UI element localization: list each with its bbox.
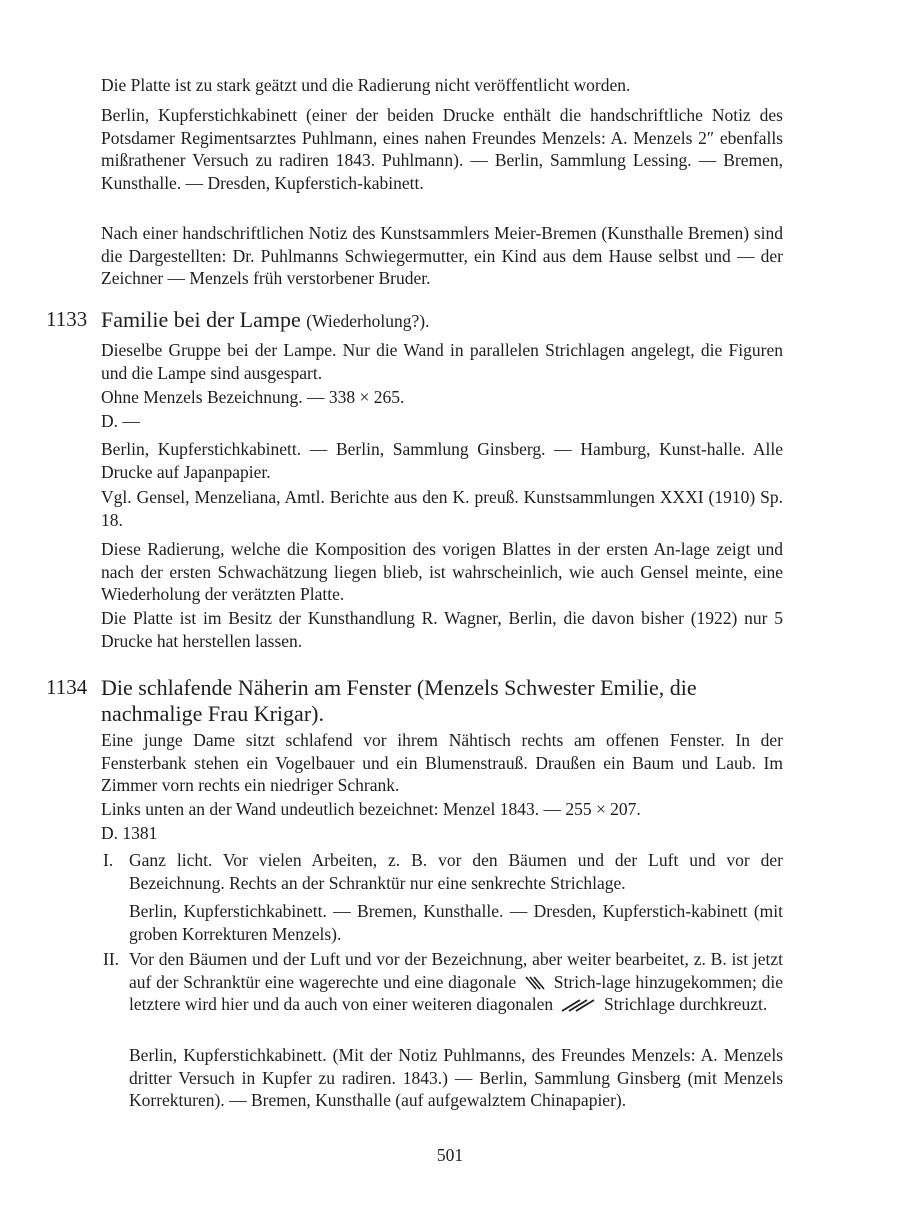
diagonal-hatch-down-icon xyxy=(523,975,547,991)
paragraph-description: Dieselbe Gruppe bei der Lampe. Nur die Wand in parallelen Strichlagen angelegt, die Figuren und die Lampe sind ausgespart. xyxy=(101,340,783,383)
state-1-collections: Berlin, Kupferstichkabinett. — Bremen, Kunsthalle. — Dresden, Kupferstich-kabinett (mit groben Korrekturen Menzels). xyxy=(129,901,783,944)
paragraph-etching-note: Die Platte ist zu stark geätzt und die Radierung nicht veröffentlicht worden. xyxy=(101,75,631,95)
entry-number-1133: 1133 xyxy=(46,307,88,331)
paragraph-collections: Berlin, Kupferstichkabinett (einer der beiden Drucke enthält die handschriftliche Notiz des Potsdamer Regimentsarztes Puhlmann, eines nahen Freundes Menzels: A. Menzels 2″ ebenfalls mißrathener Versuch zu radiren 1843. Puhlmann). — Berlin, Sammlung Lessing. — Bremen, Kunsthalle. — Dresden, Kupferstich-kabinett. xyxy=(101,105,783,193)
state-2 xyxy=(103,948,783,1016)
paragraph-commentary: Diese Radierung, welche die Komposition des vorigen Blattes in der ersten An-lage zeigt und nach der ersten Schwachätzung liegen blieb, ist wahrscheinlich, wie auch Gensel meinte, eine Wiederholung der verätzten Platte. xyxy=(101,539,783,604)
paragraph-literature: Vgl. Gensel, Menzeliana, Amtl. Berichte aus den K. preuß. Kunstsammlungen XXXI (1910) Sp. 18. xyxy=(101,487,783,530)
paragraph-dorgerloh-ref: D. 1381 xyxy=(101,823,158,843)
paragraph-description: Eine junge Dame sitzt schlafend vor ihrem Nähtisch rechts am offenen Fenster. In der Fensterbank stehen ein Vogelbauer und ein Blumenstrauß. Draußen ein Baum und Laub. Im Zimmer vorn rechts ein niedriger Schrank. xyxy=(101,730,783,795)
state-2-text-c: Strichlage durchkreuzt. xyxy=(603,994,768,1014)
paragraph-collections: Berlin, Kupferstichkabinett. — Berlin, Sammlung Ginsberg. — Hamburg, Kunst-halle. Alle Drucke auf Japanpapier. xyxy=(101,439,783,482)
paragraph-ownership: Die Platte ist im Besitz der Kunsthandlung R. Wagner, Berlin, die davon bisher (1922) nur 5 Drucke hat herstellen lassen. xyxy=(101,608,783,651)
state-1-text: Ganz licht. Vor vielen Arbeiten, z. B. vor den Bäumen und der Luft und vor der Bezeichnung. Rechts an der Schranktür nur eine senkrechte Strichlage. xyxy=(129,850,783,893)
state-2-text-b: Strich-lage hinzugekommen; die letztere wird hier und da auch von einer weiteren diagonalen xyxy=(129,971,784,1014)
entry-title-text: Familie bei der Lampe xyxy=(101,307,301,332)
state-1 xyxy=(103,849,783,894)
entry-number-1134: 1134 xyxy=(46,675,88,699)
paragraph-signature-size: Ohne Menzels Bezeichnung. — 338 × 265. xyxy=(101,387,405,407)
state-2-number: II. xyxy=(103,949,120,969)
state-2-text-a: Vor den Bäumen und der Luft und vor der Bezeichnung, aber weiter bearbeitet, z. B. ist jetzt auf der Schranktür eine wagerechte und eine diagonale xyxy=(129,949,783,992)
diagonal-hatch-up-icon xyxy=(560,997,598,1013)
paragraph-signature-size: Links unten an der Wand undeutlich bezeichnet: Menzel 1843. — 255 × 207. xyxy=(101,799,641,819)
state-2-text xyxy=(129,948,783,1016)
paragraph-sitters-note: Nach einer handschriftlichen Notiz des Kunstsammlers Meier-Bremen (Kunsthalle Bremen) sind die Dargestellten: Dr. Puhlmanns Schwiegermutter, ein Kind aus dem Hause selbst und — der Zeichner — Menzels früh verstorbener Bruder. xyxy=(101,223,783,288)
paragraph-dorgerloh-ref: D. — xyxy=(101,411,140,431)
entry-title-1133 xyxy=(101,307,785,334)
entry-title-1134: Die schlafende Näherin am Fenster (Menzels Schwester Emilie, die nachmalige Frau Krigar). xyxy=(101,675,697,726)
state-1-number: I. xyxy=(103,850,114,870)
entry-subtitle: (Wiederholung?). xyxy=(306,311,430,331)
state-2-collections: Berlin, Kupferstichkabinett. (Mit der Notiz Puhlmanns, des Freundes Menzels: A. Menzels dritter Versuch in Kupfer zu radiren. 1843.) — Berlin, Sammlung Ginsberg (mit Menzels Korrekturen). — Bremen, Kunsthalle (auf aufgewalztem Chinapapier). xyxy=(129,1045,783,1110)
page-number: 501 xyxy=(436,1145,464,1165)
